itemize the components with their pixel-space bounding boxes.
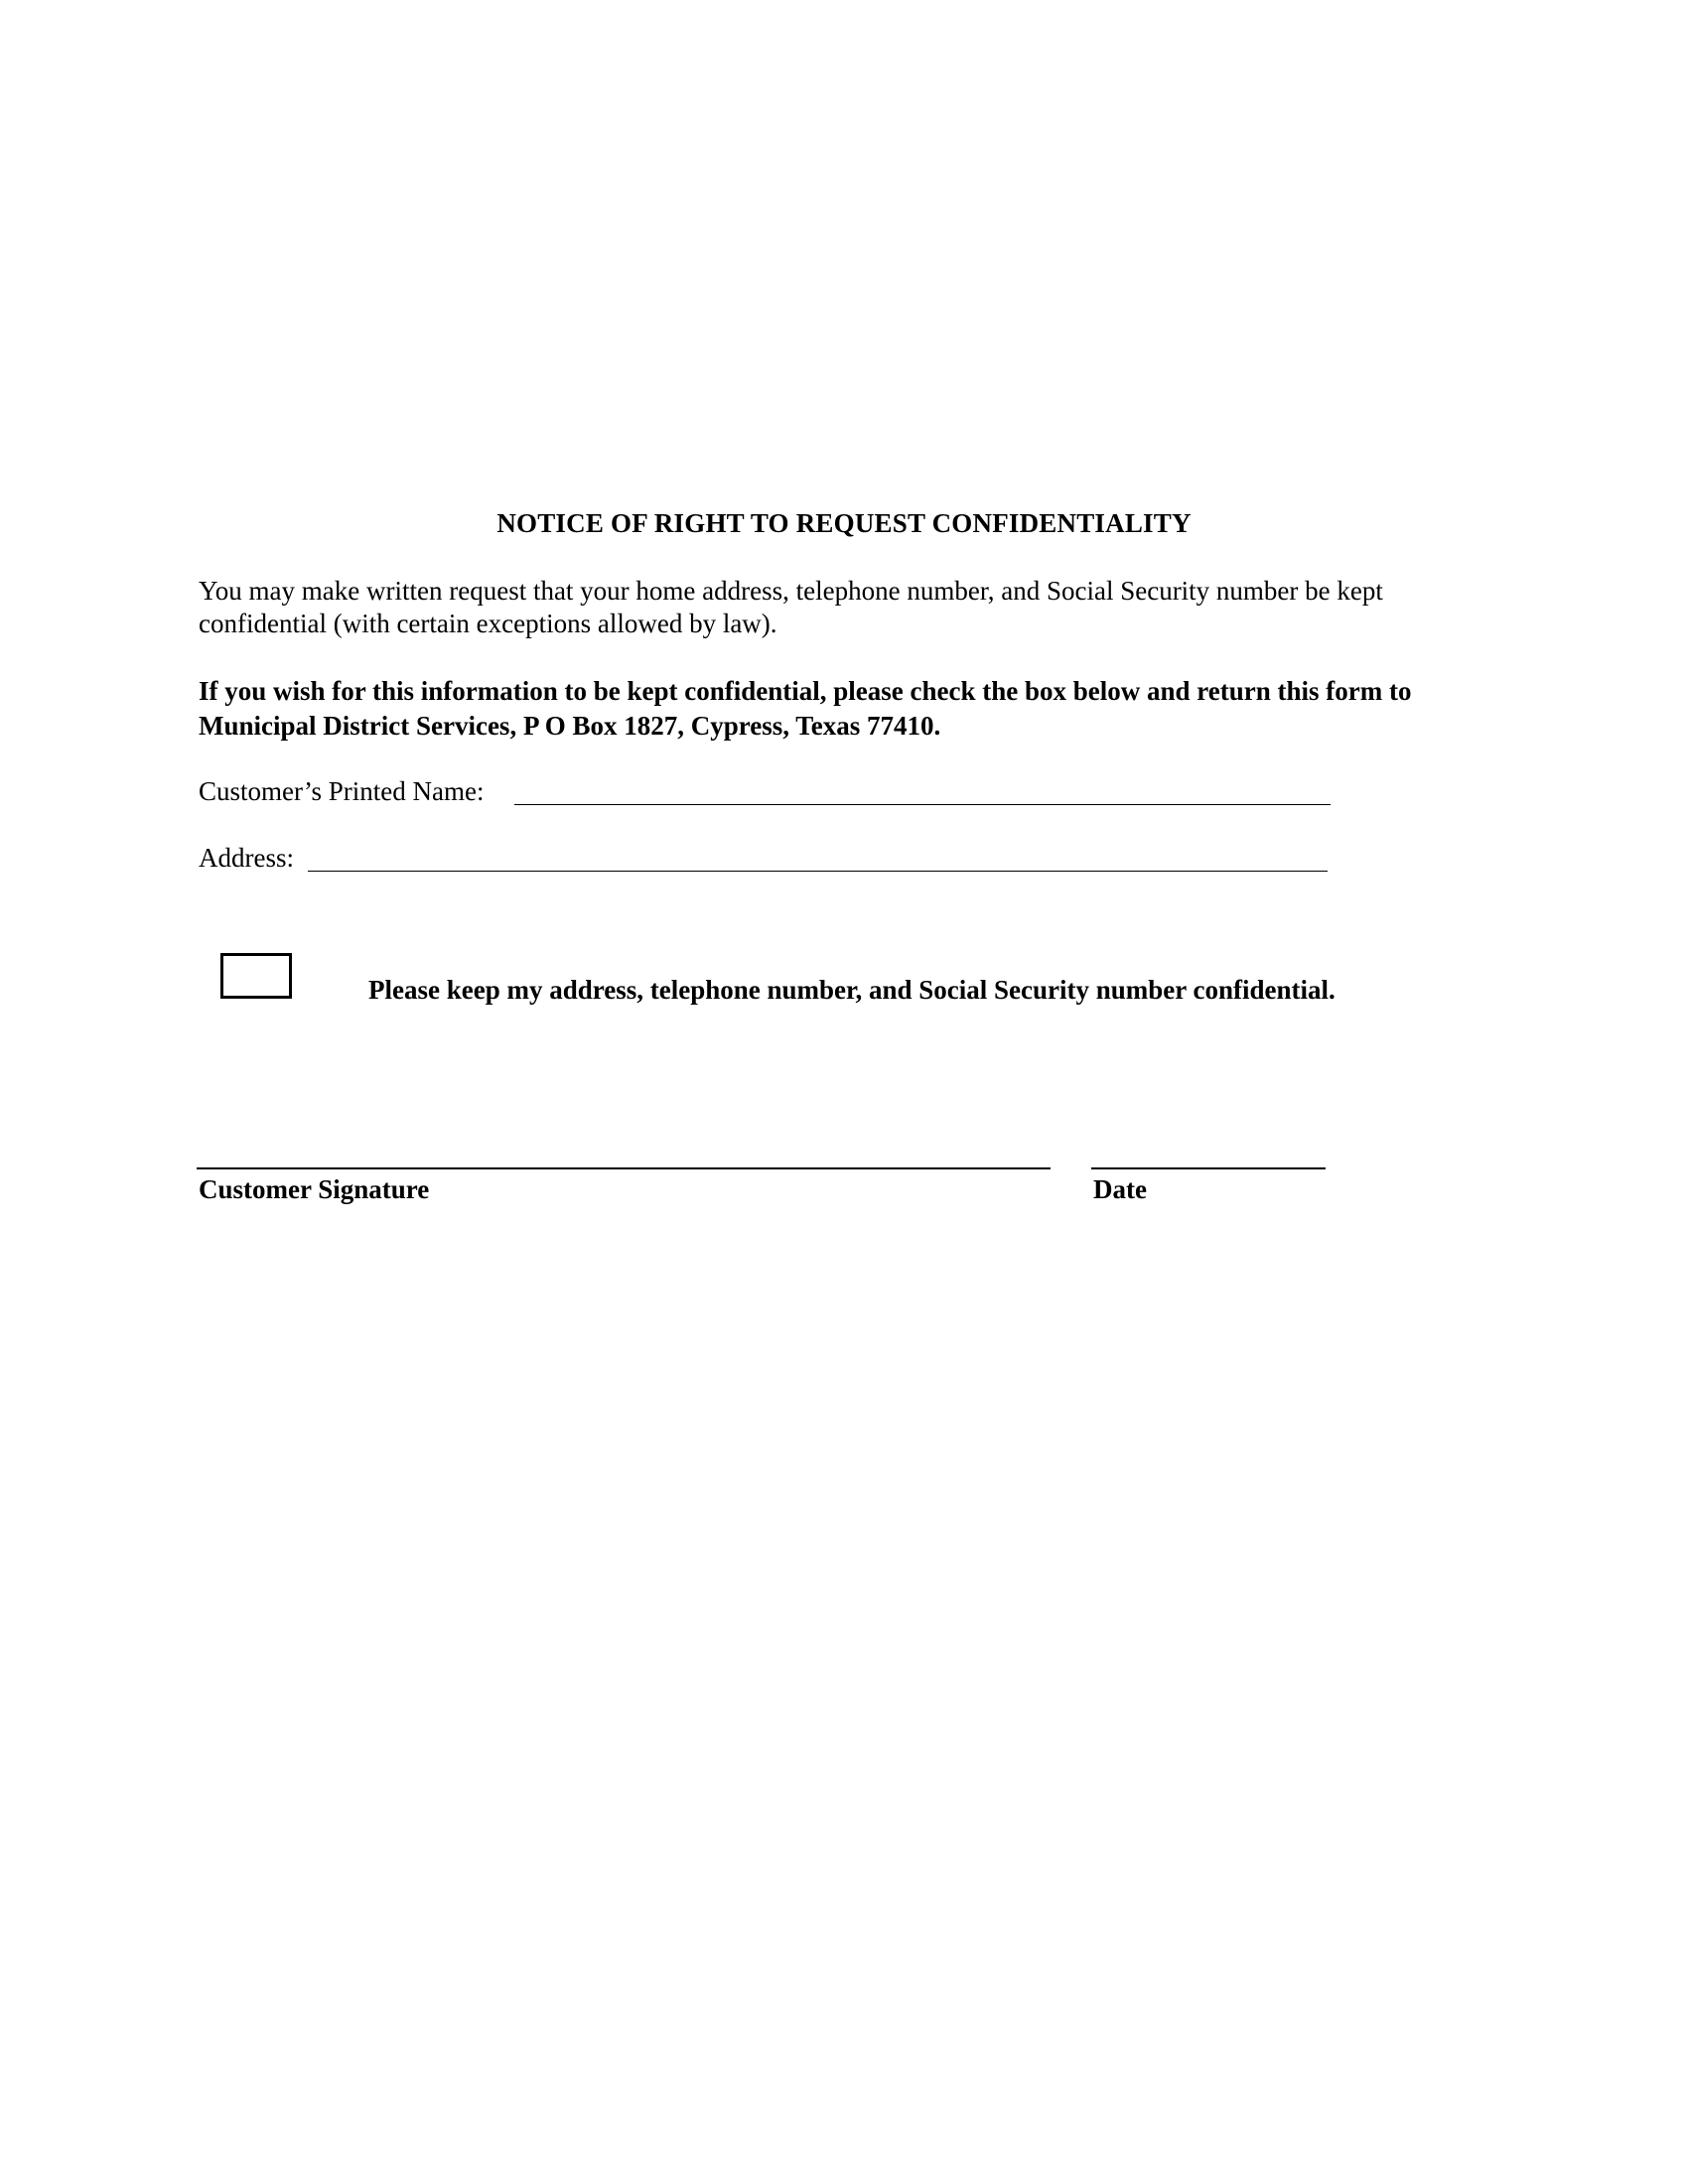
- signature-caption: Customer Signature: [199, 1174, 430, 1204]
- signature-line[interactable]: [197, 1167, 1051, 1169]
- confidentiality-checkbox-label: Please keep my address, telephone number, and Social Security number confidential.: [368, 975, 1336, 1005]
- printed-name-field[interactable]: [514, 804, 1331, 805]
- instruction-paragraph: If you wish for this information to be kept confidential, please check the box below and return this form to Municipal District Services, P O Box 1827, Cypress, Texas 77410.: [199, 676, 1412, 741]
- date-caption: Date: [1093, 1174, 1147, 1204]
- confidentiality-checkbox[interactable]: [220, 953, 292, 999]
- printed-name-row: [199, 774, 1331, 808]
- date-line[interactable]: [1091, 1167, 1326, 1169]
- address-field[interactable]: [308, 871, 1328, 872]
- form-title: NOTICE OF RIGHT TO REQUEST CONFIDENTIALITY: [496, 508, 1192, 538]
- address-label: Address:: [199, 843, 294, 873]
- intro-paragraph: You may make written request that your home address, telephone number, and Social Security number be kept confidential (with certain exceptions allowed by law).: [199, 576, 1383, 638]
- address-row: [199, 841, 1328, 875]
- printed-name-label: Customer’s Printed Name:: [199, 776, 485, 806]
